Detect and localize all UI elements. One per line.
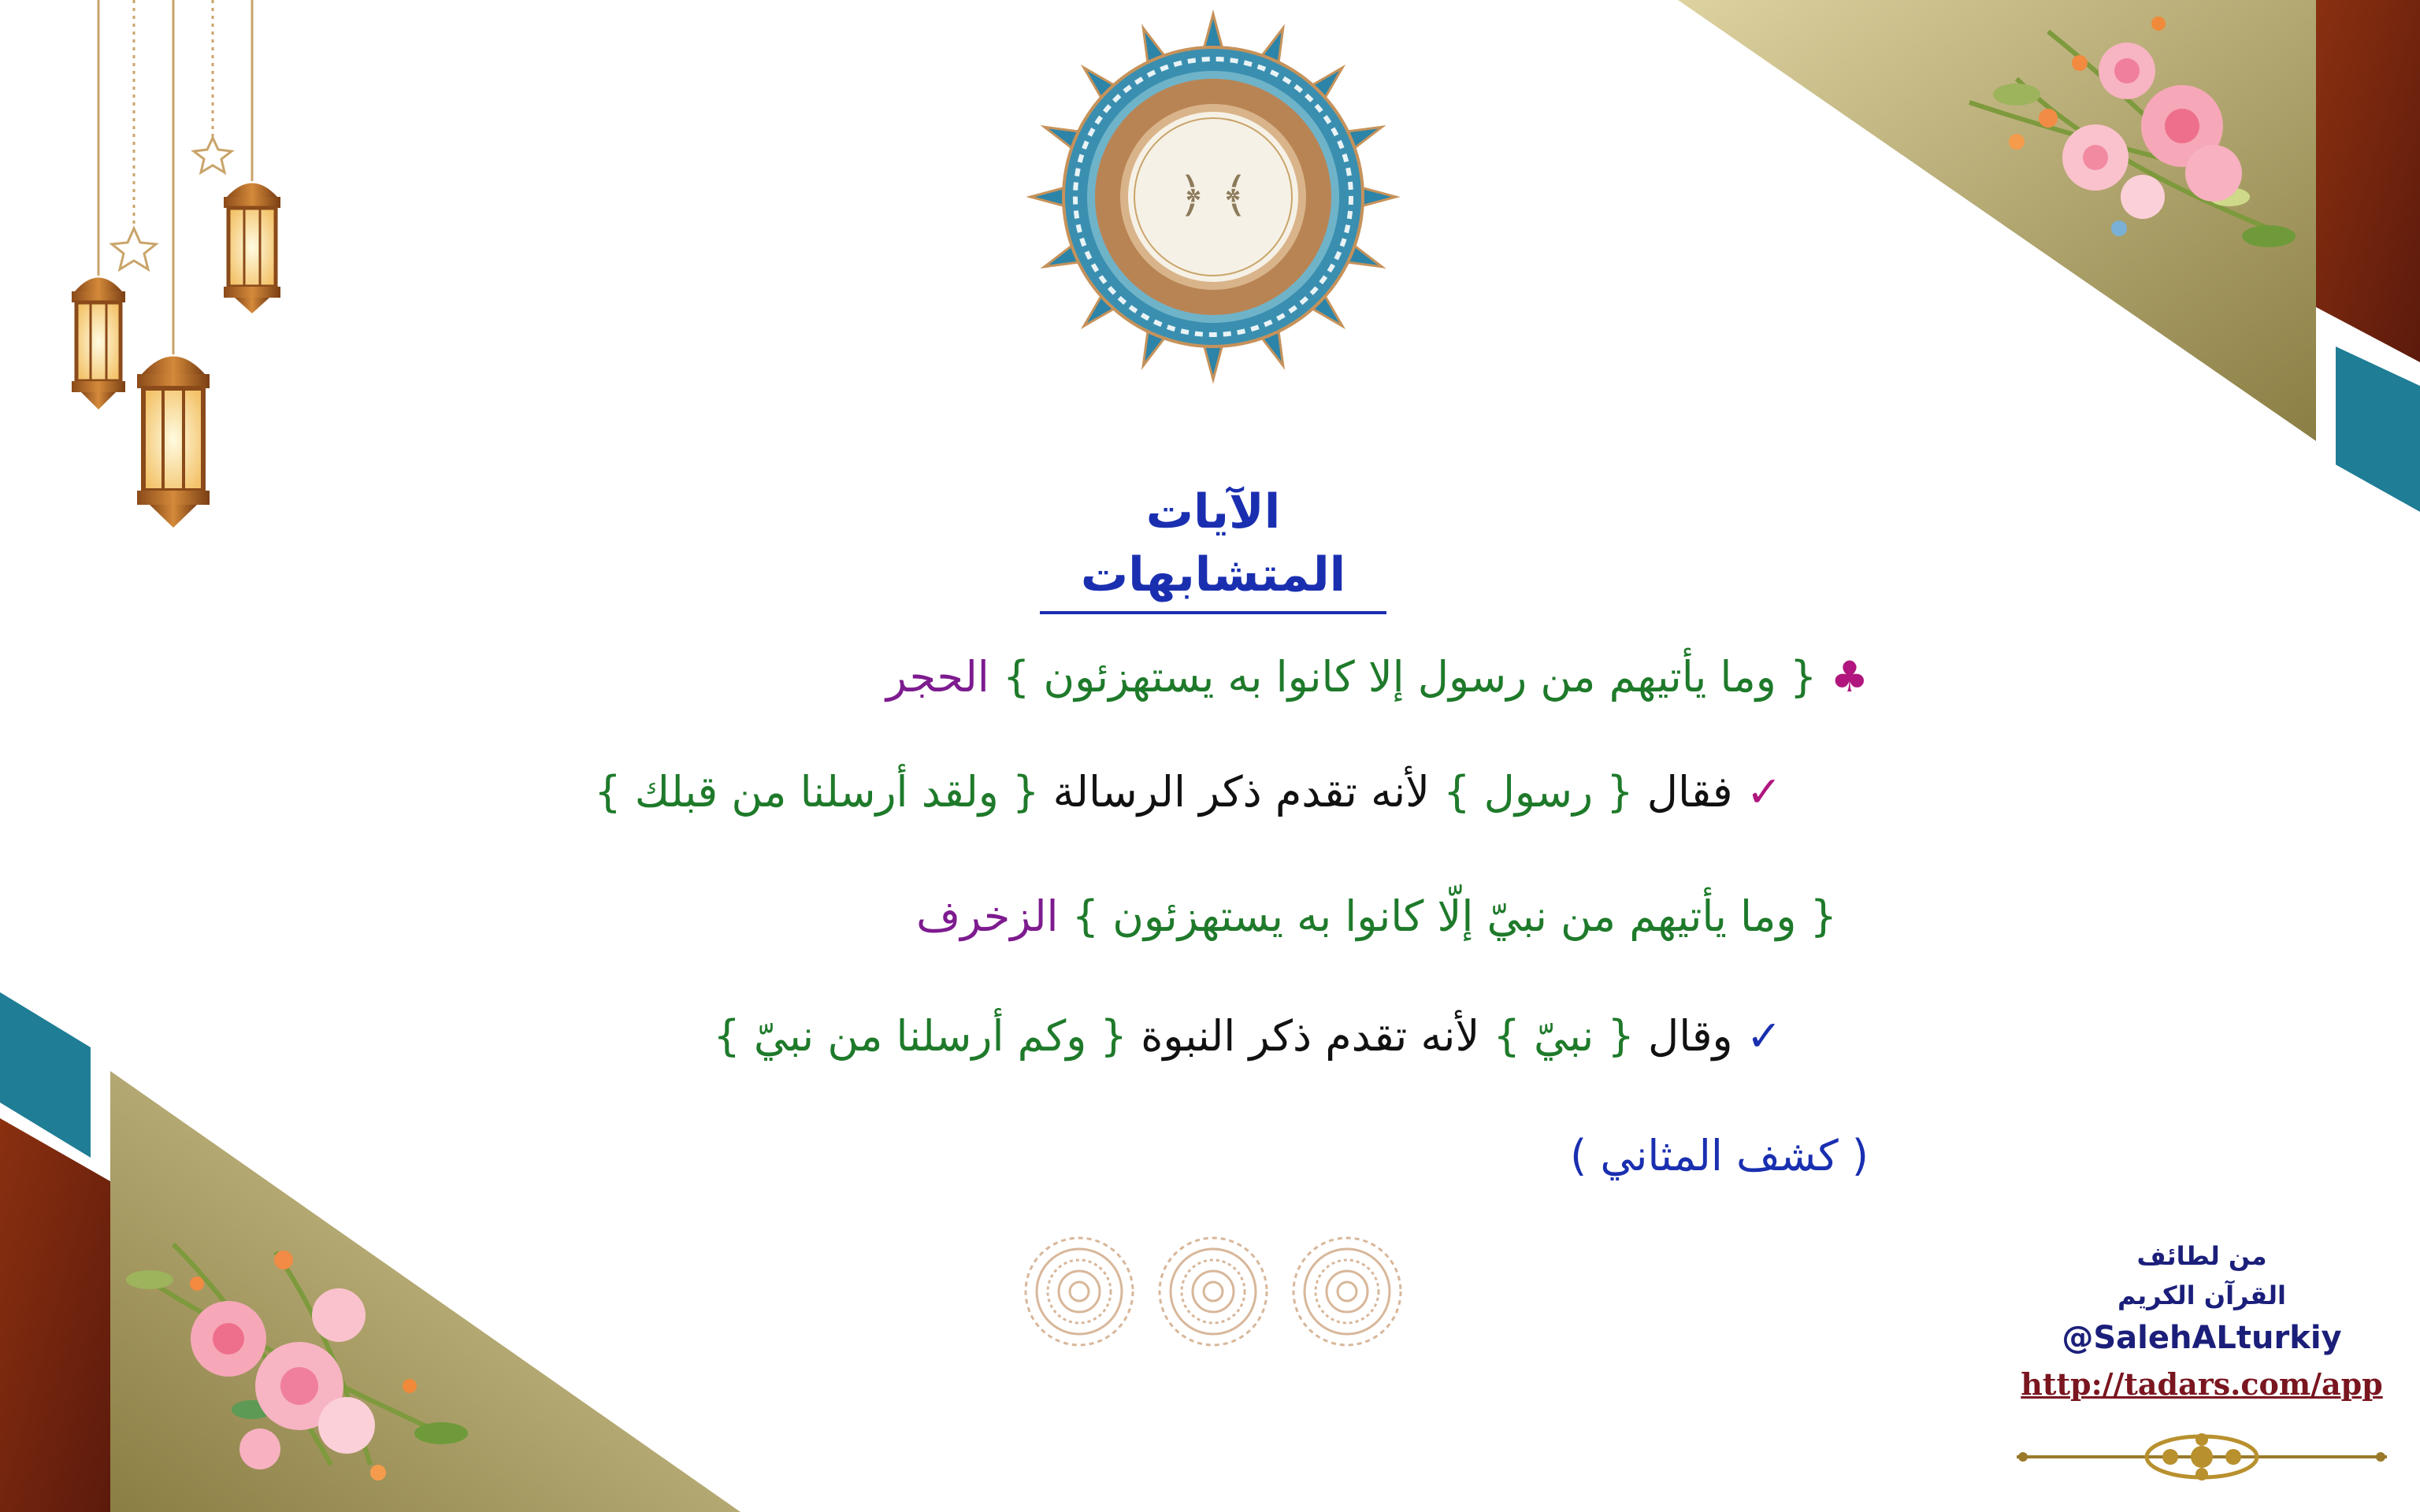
verse-text: { وما يأتيهم من نبيّ إلّا كانوا به يستهزئون }: [1071, 891, 1837, 941]
check-icon: ✓: [1746, 767, 1782, 817]
source-citation: ( كشف المثاني ): [1570, 1131, 1869, 1180]
check-icon: ✓: [1746, 1011, 1782, 1061]
verse-text: { وما يأتيهم من رسول إلا كانوا به يستهزئون }: [1002, 652, 1817, 702]
verse-line-1: [886, 646, 1869, 709]
club-bullet-icon: ♣: [1830, 652, 1869, 702]
page-title: الآيات المتشابهات: [1040, 480, 1386, 614]
explanation-lead: وقال: [1648, 1011, 1733, 1061]
top-right-brown-band: [2316, 0, 2420, 362]
bottom-left-brown-band: [0, 1118, 110, 1512]
hanging-lanterns-icon: [0, 0, 331, 567]
credit-line-1: من لطائف: [2136, 1241, 2267, 1271]
explanation-reason: لأنه تقدم ذكر الرسالة: [1052, 767, 1430, 817]
explanation-line-1: [594, 761, 1782, 824]
top-right-olive-band: [1678, 0, 2316, 441]
surah-name: الزخرف: [916, 891, 1059, 941]
top-right-teal-band: [2336, 346, 2420, 512]
credit-line-2: القرآن الكريم: [2118, 1280, 2286, 1310]
quran-medallion-icon: [1024, 8, 1402, 386]
ornament-divider-icon: [2017, 1425, 2387, 1488]
credit-block: [2017, 1236, 2387, 1408]
explanation-line-2: [713, 1005, 1782, 1068]
explanation-reason: لأنه تقدم ذكر النبوة: [1141, 1011, 1480, 1061]
surah-name: الحجر: [885, 652, 989, 702]
reference-verse: { ولقد أرسلنا من قبلك }: [594, 767, 1040, 817]
mandala-rosette-icon: [1016, 1228, 1410, 1354]
keyword: { نبيّ }: [1493, 1011, 1635, 1061]
verse-line-2: [916, 885, 1837, 948]
twitter-handle[interactable]: @SalehALturkiy: [2062, 1320, 2342, 1356]
explanation-lead: فقال: [1646, 767, 1733, 817]
website-link[interactable]: http://tadars.com/app: [2021, 1366, 2383, 1402]
bottom-left-olive-band: [110, 1071, 740, 1512]
reference-verse: { وكم أرسلنا من نبيّ }: [713, 1011, 1127, 1061]
keyword: { رسول }: [1443, 767, 1634, 817]
svg-text:﴿ ﴾: ﴿ ﴾: [1178, 168, 1249, 223]
